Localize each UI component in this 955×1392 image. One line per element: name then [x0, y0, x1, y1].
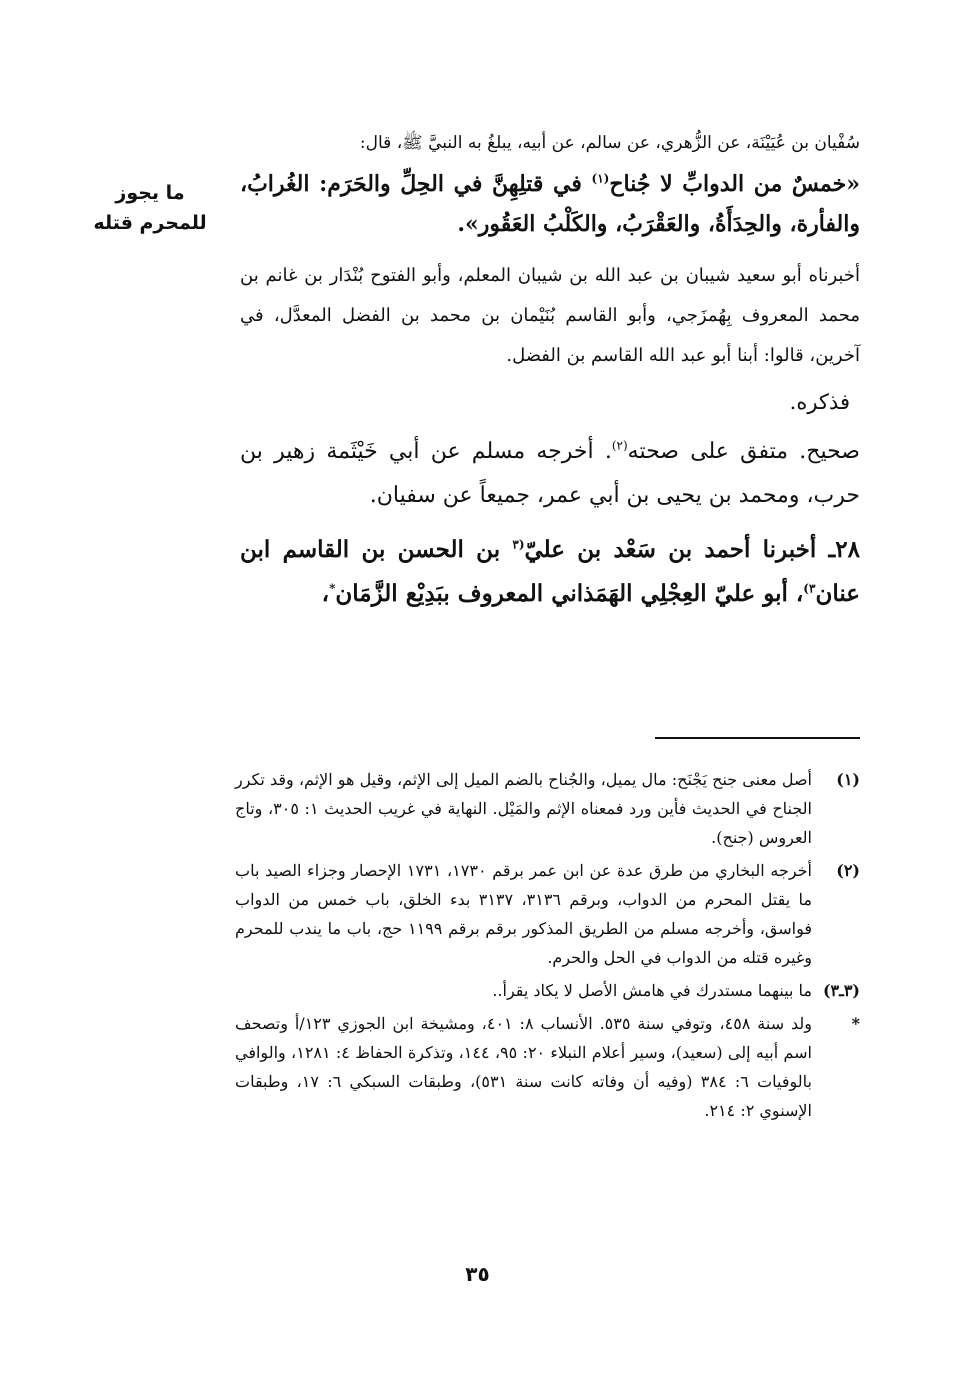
hadith-text [240, 164, 860, 244]
chain-of-narration: أخبرناه أبو سعيد شيبان بن عبد الله بن شيبان المعلم، وأبو الفتوح بُنْدَار بن غانم بن محمد المعروف بِهُمزَجي، وأبو القاسم بُنَيْمان بن محمد بن الفضل المعدَّل، في آخرين، قالوا: أبنا أبو عبد الله القاسم بن الفضل. [240, 265, 860, 366]
hadith-28-heading [240, 528, 860, 616]
footnote-ref-star: * [329, 581, 336, 596]
h28-part-2: بن الحسن بن القاسم ابن عنان [240, 536, 860, 607]
sahih-part-2: . أخرجه مسلم عن أبي خَيْثَمة زهير بن حرب، ومحمد بن يحيى بن أبي عمر، جميعاً عن سفيان. [240, 439, 860, 508]
h28-part-3: ، أبو عليّ العِجْلِي الهَمَذاني المعروف ببَدِيْع الزَّمَان [335, 580, 804, 607]
footnote-item [235, 976, 860, 1005]
margin-note [90, 178, 210, 238]
footnote-number: * [851, 1014, 860, 1033]
isnad-line: سُفْيان بن عُيَيْنَة، عن الزُّهري، عن سالم، عن أبيه، يبلغُ به النبيَّ ﷺ، قال: [359, 133, 860, 153]
authentication-paragraph [240, 430, 860, 518]
margin-note-line-1: ما يجوز [115, 182, 185, 204]
footnote-number: (٣ـ٣) [822, 981, 860, 1000]
page-number: ٣٥ [465, 1262, 490, 1286]
footnote-item [235, 1009, 860, 1125]
footnote-item [235, 765, 860, 852]
footnote-ref-2: (٢) [611, 438, 628, 453]
main-text [240, 128, 860, 616]
fadhakara-text: فذكره. [789, 390, 850, 414]
h28-part-1: ٢٨ـ أخبرنا أحمد بن سَعْد بن عليّ [524, 536, 860, 563]
margin-note-line-2: للمحرم قتله [93, 212, 207, 234]
footnote-text: أخرجه البخاري من طرق عدة عن ابن عمر برقم ١٧٣٠، ١٧٣١ الإحصار وجزاء الصيد باب ما يقتل المحرم من الدواب، وبرقم ٣١٣٦، ٣١٣٧ بدء الخلق، باب خمس من الدواب فواسق، وأخرجه مسلم من الطريق المذكور برقم برقم ١١٩٩ حج، باب ما يندب للمحرم وغيره قتله من الدواب في الحل والحرم. [235, 861, 813, 967]
footnote-ref-3-open: (٣ [512, 537, 525, 552]
h28-part-4: ، [321, 580, 330, 607]
footnote-number: (٢) [836, 861, 860, 880]
hadith-part-1: «خمسٌ من الدوابِّ لا جُناح [609, 171, 860, 197]
footnote-text: ولد سنة ٤٥٨، وتوفي سنة ٥٣٥. الأنساب ٨: ٤٠١، ومشيخة ابن الجوزي ١٢٣/أ وتصحف اسم أبيه إلى (سعيد)، وسير أعلام النبلاء ٢٠: ٩٥، ١٤٤، وتذكرة الحفاظ ٤: ١٢٨١، والوافي بالوفيات ٦: ٣٨٤ (وفيه أن وفاته كانت سنة ٥٣١)، وطبقات السبكي ٦: ١٧، وطبقات الإسنوي ٢: ٢١٤. [235, 1014, 813, 1120]
footnote-ref-3-close: ٣) [803, 581, 816, 596]
footnote-number: (١) [836, 770, 860, 789]
footnote-item [235, 856, 860, 972]
footnote-ref-1: (١) [591, 171, 610, 186]
footnote-separator [655, 737, 860, 739]
footnote-text: أصل معنى جنح يَجْنَح: مال يميل، والجُناح بالضم الميل إلى الإثم، وقيل هو الإثم، وقد تكرر الجناح في الحديث فأين ورد فمعناه الإثم والمَيْل. النهاية في غريب الحديث ١: ٣٠٥، وتاج العروس (جنح). [235, 770, 813, 847]
footnotes [235, 765, 860, 1129]
footnote-text: ما بينهما مستدرك في هامش الأصل لا يكاد يقرأ.. [492, 981, 812, 1000]
sahih-part-1: صحيح. متفق على صحته [627, 439, 860, 464]
hadith-part-2: في قتلِهِنَّ في الحِلِّ والحَرَم: الغُرابُ، والفأرة، والحِدَأَةُ، والعَقْرَبُ، والكَلْبُ العَقُور». [240, 171, 860, 237]
